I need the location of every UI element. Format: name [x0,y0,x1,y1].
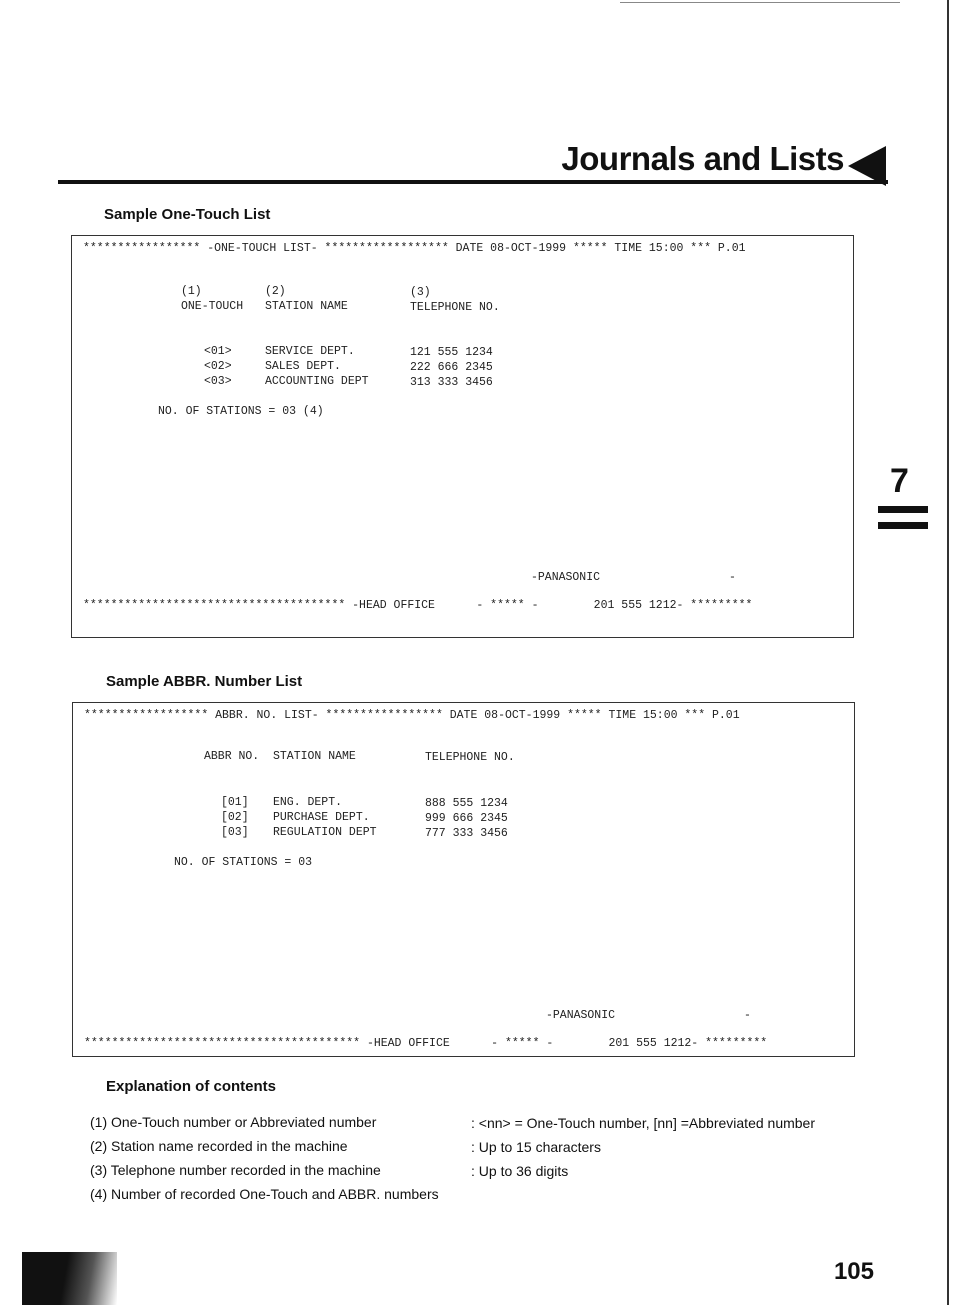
station-count: NO. OF STATIONS = 03 (4) [158,405,324,418]
station-count: NO. OF STATIONS = 03 [174,856,313,869]
station-code: <01> [204,345,232,358]
section-heading-abbr: Sample ABBR. Number List [106,673,303,690]
footer-brand: -PANASONIC [546,1009,616,1022]
scan-mark [22,1252,117,1305]
report-header-line: ****************** ABBR. NO. LIST- ***************** DATE 08-OCT-1999 ***** TIME 15:00 *** P.01 [84,709,740,722]
station-code: <03> [204,375,232,388]
station-code: [01] [221,796,249,809]
column-header: STATION NAME [273,750,356,763]
station-name: ENG. DEPT. [273,796,343,809]
station-name: REGULATION DEPT [273,826,377,839]
footer-dash: - [729,571,736,584]
report-footer-line: **************************************** -HEAD OFFICE - ***** - 201 555 1212- ********* [84,1037,768,1050]
column-header: ABBR NO. [204,750,260,763]
explanation-item-note: : Up to 15 characters [471,1139,601,1155]
report-footer-line: ************************************** -HEAD OFFICE - ***** - 201 555 1212- ********* [83,599,753,612]
telephone-number: 888 555 1234 [425,797,508,810]
column-number: (2) [265,285,286,298]
telephone-number: 999 666 2345 [425,812,508,825]
explanation-item-note: : <nn> = One-Touch number, [nn] =Abbreviated number [471,1115,815,1131]
station-name: SERVICE DEPT. [265,345,355,358]
column-header: TELEPHONE NO. [425,751,515,764]
page-edge-line [947,0,949,1305]
column-header: TELEPHONE NO. [410,301,500,314]
section-heading-one-touch: Sample One-Touch List [104,206,271,223]
explanation-item-label: (3) Telephone number recorded in the machine [90,1162,381,1178]
column-header: ONE-TOUCH [181,300,244,313]
column-number: (3) [410,286,431,299]
station-name: PURCHASE DEPT. [273,811,370,824]
footer-dash: - [744,1009,751,1022]
explanation-item-label: (2) Station name recorded in the machine [90,1138,348,1154]
report-header-line: ***************** -ONE-TOUCH LIST- ****************** DATE 08-OCT-1999 ***** TIME 15:00 *** P.01 [83,242,746,255]
telephone-number: 222 666 2345 [410,361,493,374]
chapter-bar-icon [878,522,928,529]
chapter-number: 7 [890,462,909,500]
telephone-number: 777 333 3456 [425,827,508,840]
header-rule [58,180,888,184]
top-edge-line [620,2,900,3]
telephone-number: 313 333 3456 [410,376,493,389]
explanation-item-note: : Up to 36 digits [471,1163,569,1179]
column-number: (1) [181,285,202,298]
chapter-bar-icon [878,506,928,513]
explanation-item-label: (4) Number of recorded One-Touch and ABBR. numbers [90,1186,439,1202]
column-header: STATION NAME [265,300,348,313]
footer-brand: -PANASONIC [531,571,601,584]
station-code: [03] [221,826,249,839]
station-code: <02> [204,360,232,373]
station-name: ACCOUNTING DEPT [265,375,369,388]
telephone-number: 121 555 1234 [410,346,493,359]
page-number: 105 [833,1258,874,1285]
explanation-item-label: (1) One-Touch number or Abbreviated number [90,1114,377,1130]
station-name: SALES DEPT. [265,360,341,373]
explanation-heading: Explanation of contents [106,1078,277,1095]
station-code: [02] [221,811,249,824]
page-title: Journals and Lists [561,140,844,177]
